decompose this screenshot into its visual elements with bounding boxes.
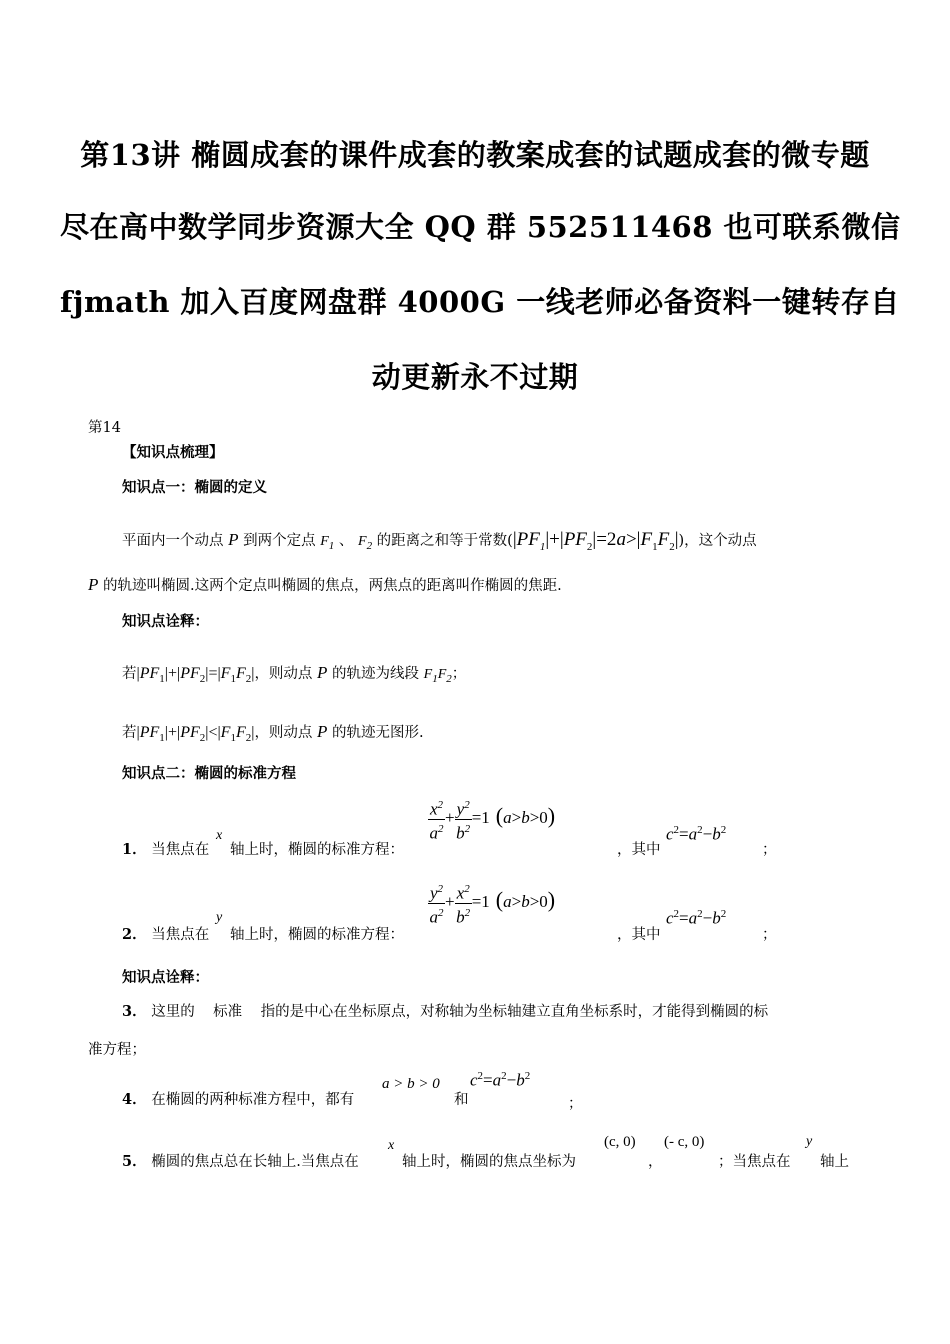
item-text: 轴上时，椭圆的标准方程： (230, 927, 404, 943)
kp1-heading: 知识点一：椭圆的定义 (122, 479, 267, 496)
math-F1: $F_1$ (320, 534, 335, 552)
item-text: 椭圆的焦点总在长轴上.当焦点在 (151, 1154, 359, 1170)
page-title-line-1: 第13讲 椭圆成套的课件成套的教案成套的试题成套的微专题 (80, 138, 870, 172)
kp1-definition-line (122, 530, 757, 557)
item-number: 5． (122, 1153, 147, 1170)
item-text: ， (648, 1154, 663, 1170)
item-text: 在椭圆的两种标准方程中，都有 (151, 1092, 355, 1108)
section-prefix: 第14 (88, 420, 121, 436)
relation-c: $c^2=a^2-b^2$ (666, 824, 727, 844)
math-P: P (317, 663, 328, 682)
item-text: 和 (454, 1092, 469, 1108)
kp1-definition-line-2 (88, 575, 562, 596)
note-text: ； (451, 666, 467, 682)
page-title-line-3: fjmath 加入百度网盘群 4000G 一线老师必备资料一键转存自 (60, 285, 900, 319)
item-text: 当焦点在 (151, 927, 210, 943)
item-text: 轴上 (820, 1154, 849, 1170)
note-text: 若 (122, 666, 137, 682)
equation-y-focus: $\frac{y^2}{a^2}$ + $\frac{x^2}{b^2}$ =1 (a>b>0) (428, 880, 555, 926)
item-text: 当焦点在 (151, 842, 210, 858)
page-title-line-2: 尽在高中数学同步资源大全 QQ 群 552511468 也可联系微信 (60, 210, 901, 244)
note-text: 若 (122, 725, 137, 741)
kp1-text: 平面内一个动点 (122, 533, 224, 549)
definition-formula: $|PF_1|+|PF_2|=2a>|F_1F_2|$ (512, 529, 679, 553)
kp1-text: 的轨迹叫椭圆.这两个定点叫椭圆的焦点，两焦点的距离叫作椭圆的焦距. (103, 578, 562, 594)
note-text: ，则动点 (254, 666, 313, 682)
math-P: P (88, 575, 99, 594)
item-text: ；当焦点在 (718, 1154, 791, 1170)
kp1-text: )，这个动点 (678, 533, 757, 549)
item-text: 轴上时，椭圆的标准方程： (230, 842, 404, 858)
note-text: ，则动点 (254, 725, 313, 741)
item-number: 1． (122, 841, 147, 858)
item-number: 4． (122, 1091, 147, 1108)
math-y: y (806, 1134, 813, 1149)
item-text: 轴上时，椭圆的焦点坐标为 (402, 1154, 576, 1170)
note-line-1 (122, 663, 466, 689)
item-number: 2． (122, 926, 147, 943)
math-x: x (216, 828, 223, 843)
item-text: ； (568, 1096, 583, 1112)
kp1-text: 的距离之和等于常数( (376, 533, 513, 549)
kp1-note-heading: 知识点诠释： (122, 613, 209, 630)
note-line-2 (122, 722, 424, 748)
note-text: 的轨迹为线段 (332, 666, 420, 682)
item-1 (122, 840, 209, 860)
item-4 (122, 1090, 354, 1110)
item-number: 3． (122, 1003, 147, 1020)
kp1-text: 、 (338, 533, 354, 549)
item-text: ，其中 (617, 842, 661, 858)
kp2-note-heading: 知识点诠释： (122, 969, 209, 986)
item-3 (122, 1002, 768, 1022)
math-x: x (388, 1138, 395, 1153)
page-title-line-4: 动更新永不过期 (371, 360, 579, 394)
section-heading: 【知识点梳理】 (122, 444, 224, 461)
math-y: y (216, 910, 223, 925)
item-2 (122, 925, 209, 945)
math-F2: $F_2$ (358, 534, 373, 552)
item-text: 这里的 标准 指的是中心在坐标原点，对称轴为坐标轴建立直角坐标系时，才能得到椭圆的标 (151, 1004, 769, 1020)
item-text: ； (762, 927, 777, 943)
item-text: 准方程； (88, 1042, 146, 1058)
relation-c: $c^2=a^2-b^2$ (666, 908, 727, 928)
equation-x-focus: $\frac{x^2}{a^2}$ + $\frac{y^2}{b^2}$ =1 (a>b>0) (428, 796, 555, 842)
relation-c: $c^2=a^2-b^2$ (470, 1070, 531, 1090)
kp1-text: 到两个定点 (243, 533, 316, 549)
focus-coord-2: (- c, 0) (664, 1134, 705, 1150)
segment-F1F2: $F_1F_2$ (423, 667, 452, 685)
kp2-heading: 知识点二：椭圆的标准方程 (122, 765, 296, 782)
condition-abc: a > b > 0 (382, 1076, 440, 1092)
focus-coord-1: (c, 0) (604, 1134, 636, 1150)
note-text: 的轨迹无图形. (332, 725, 424, 741)
math-P: P (317, 722, 328, 741)
item-5 (122, 1152, 359, 1172)
item-text: ； (762, 842, 777, 858)
note2-formula: $|PF_1|+|PF_2|<|F_1F_2|$ (136, 724, 255, 745)
item-text: ，其中 (617, 927, 661, 943)
math-P: P (228, 530, 239, 549)
note1-formula: $|PF_1|+|PF_2|=|F_1F_2|$ (136, 665, 255, 686)
